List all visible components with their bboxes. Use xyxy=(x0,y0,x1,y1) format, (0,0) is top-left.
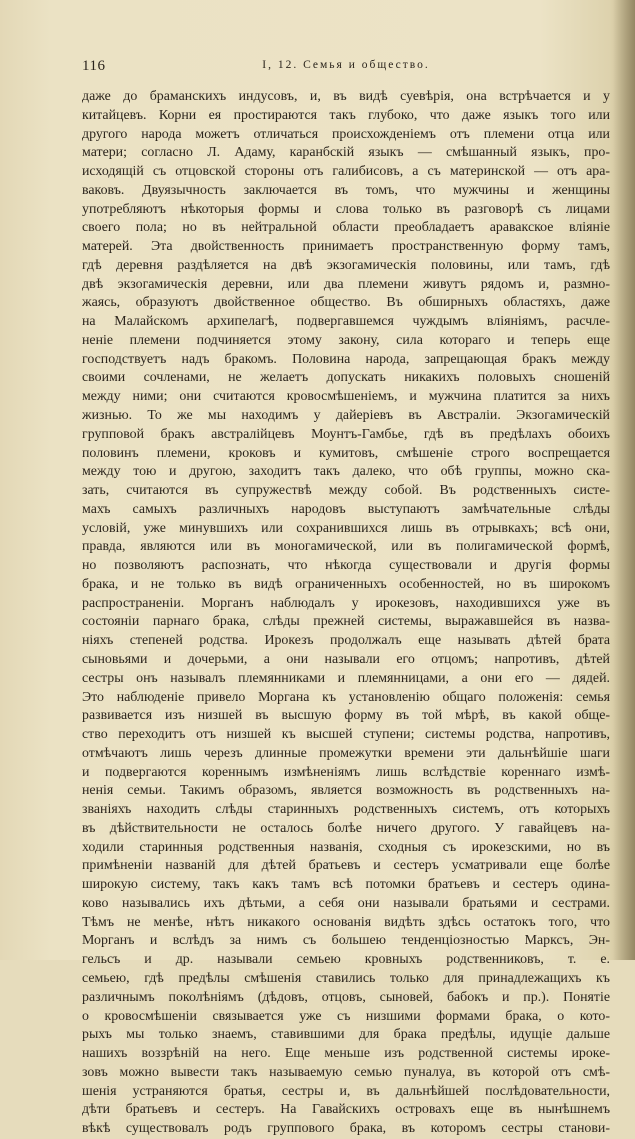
text-line: въ дѣйствительности не осталось болѣе ничего другого. У гавайцевъ на- xyxy=(82,820,610,836)
text-line: правда, являются или въ моногамической, или въ полигамической формѣ, xyxy=(82,539,610,555)
text-line: различнымъ поколѣніямъ (дѣдовъ, отцовъ, сыновей, бабокъ и пр.). Понятіе xyxy=(82,989,610,1005)
text-line: нашихъ воззрѣній на него. Еще меньше изъ родственной системы ироке- xyxy=(82,1046,610,1062)
running-title: I, 12. Семья и общество. xyxy=(262,59,430,71)
text-line: состояніи парнаго брака, слѣды прежней системы, выражавшейся въ назва- xyxy=(82,614,610,630)
text-line: даже до браманскихъ индусовъ, и, въ видѣ суевѣрія, она встрѣчается и у xyxy=(82,89,610,104)
text-line: о кровосмѣшеніи связывается уже съ низшими формами брака, о кото- xyxy=(82,1008,610,1024)
text-line: употребляютъ нѣкоторыя формы и слова только въ разговорѣ съ лицами xyxy=(82,201,610,217)
text-line: ходили старинныя родственныя названія, сходныя съ ирокезскими, но въ xyxy=(82,839,610,855)
text-line: сыновьями и дочерьми, а они называли его отцомъ; напротивъ, дѣтей xyxy=(82,651,610,667)
text-line: ваковъ. Двуязычность заключается въ томъ, что мужчины и женщины xyxy=(82,182,610,198)
text-line: жизнью. То же мы находимъ у дайеріевъ въ Австраліи. Экзогамическій xyxy=(82,408,610,424)
text-line: ство переходитъ отъ низшей къ высшей ступени; системы родства, напротивъ, xyxy=(82,727,610,743)
text-line: условій, уже минувшихъ или сохранившихся лишь въ отрывкахъ; всѣ они, xyxy=(82,520,610,536)
text-line: ково назывались ихъ дѣтьми, а себя они называли братьями и сестрами. xyxy=(82,895,610,911)
text-line: развивается изъ низшей въ высшую форму въ той мѣрѣ, въ какой обще- xyxy=(82,708,610,724)
text-line: половинъ племени, кроковъ и кумитовъ, смѣшеніе строго воспрещается xyxy=(82,445,610,461)
text-line: зовъ можно вывести такъ называемую семью пуналуа, въ которой отъ смѣ- xyxy=(82,1064,610,1080)
text-line: своего пола; но въ нейтральной области преобладаетъ аравакское вліяніе xyxy=(82,220,610,236)
page-number: 116 xyxy=(82,58,106,74)
text-line: рыхъ мы только знаемъ, ставившими для брака предѣлы, идущіе дальше xyxy=(82,1027,610,1043)
text-line: исходящій съ отцовской стороны отъ галибисовъ, а съ материнской — отъ ара- xyxy=(82,164,610,180)
text-line: своими сочленами, не желаетъ допускать никакихъ половыхъ сношеній xyxy=(82,370,610,386)
text-line: двѣ экзогамическія деревни, или два племени живутъ рядомъ и, размно- xyxy=(82,276,610,292)
text-line: распространеніи. Морганъ наблюдалъ у ирокезовъ, находившихся уже въ xyxy=(82,595,610,611)
text-line: жаясь, образуютъ двойственное общество. Въ обширныхъ областяхъ, даже xyxy=(82,295,610,311)
text-line: шенія устраняются братья, сестры и, въ дальнѣйшей послѣдовательности, xyxy=(82,1083,610,1099)
text-line: Морганъ и вслѣдъ за нимъ съ большею тенденціозностью Марксъ, Эн- xyxy=(82,933,610,949)
text-line: званіяхъ находить слѣды старинныхъ родственныхъ системъ, отъ которыхъ xyxy=(82,802,610,818)
text-line: примѣненіи названій для дѣтей братьевъ и сестеръ усматривали еще болѣе xyxy=(82,858,610,874)
text-line: но позволяютъ распознать, что нѣкогда существовали и другія формы xyxy=(82,558,610,574)
text-line: Это наблюденіе привело Моргана къ установленію общаго положенія: семья xyxy=(82,689,610,705)
text-line: махъ самыхъ различныхъ народовъ выступаютъ замѣчательные слѣды xyxy=(82,501,610,517)
text-line: отмѣчаютъ лишь черезъ длинные промежутки времени эти дальнѣйшіе шаги xyxy=(82,745,610,761)
text-line: между ними; они считаются кровосмѣшеніемъ, и мужчина платится за нихъ xyxy=(82,389,610,405)
body-text xyxy=(82,88,610,1139)
text-line: китайцевъ. Корни ея простираются такъ глубоко, что даже языкъ того или xyxy=(82,107,610,123)
page-header xyxy=(82,58,610,78)
text-line: матерей. Эта двойственность принимаетъ пространственную форму тамъ, xyxy=(82,239,610,255)
text-line: широкую систему, такъ какъ тамъ всѣ потомки братьевъ и сестеръ одина- xyxy=(82,877,610,893)
text-line: брака, и не только въ видѣ ограниченныхъ особенностей, но въ широкомъ xyxy=(82,576,610,592)
spine-shadow xyxy=(613,0,635,960)
text-line: неніе племени подчиняется этому закону, сила котораго и теперь еще xyxy=(82,332,610,348)
text-line: семьею, гдѣ предѣлы смѣшенія ставились только для принадлежащихъ къ xyxy=(82,970,610,986)
text-line: другого народа можетъ отличаться происхожденіемъ отъ племени отца или xyxy=(82,126,610,142)
text-line: господствуетъ надъ бракомъ. Половина народа, запрещающая бракъ между xyxy=(82,351,610,367)
text-line: и подвергаются кореннымъ измѣненіямъ лишь вслѣдствіе кореннаго измѣ- xyxy=(82,764,610,780)
text-line: дѣти братьевъ и сестеръ. На Гавайскихъ островахъ еще въ нынѣшнемъ xyxy=(82,1102,610,1118)
text-line: ніяхъ степеней родства. Ирокезъ продолжалъ еще называть дѣтей брата xyxy=(82,633,610,649)
text-line: гельсъ и др. называли семьею кровныхъ родственниковъ, т. е. xyxy=(82,952,610,968)
text-line: ненія семьи. Такимъ образомъ, является возможность въ родственныхъ на- xyxy=(82,783,610,799)
text-line: зать, считаются въ супружествѣ между собой. Въ родственныхъ систе- xyxy=(82,483,610,499)
text-line: на Малайскомъ архипелагѣ, подвергавшемся чуждымъ вліяніямъ, расчле- xyxy=(82,314,610,330)
text-line: гдѣ деревня раздѣляется на двѣ экзогамическія половины, или тамъ, гдѣ xyxy=(82,257,610,273)
text-line: вѣкѣ существовалъ родъ группового брака, въ которомъ сестры станови- xyxy=(82,1121,610,1137)
text-line: матери; согласно Л. Адаму, карaнбскій языкъ — смѣшанный языкъ, про- xyxy=(82,145,610,161)
text-line: Тѣмъ не менѣе, нѣтъ никакого основанія видѣть здѣсь остатокъ того, что xyxy=(82,914,610,930)
text-line: сестры онъ называлъ племянниками и племянницами, а они его — дядей. xyxy=(82,670,610,686)
text-line: между тою и другою, заходитъ такъ далеко, что обѣ группы, можно ска- xyxy=(82,464,610,480)
text-line: групповой бракъ австралійцевъ Моунтъ-Гамбье, гдѣ въ предѣлахъ обоихъ xyxy=(82,426,610,442)
